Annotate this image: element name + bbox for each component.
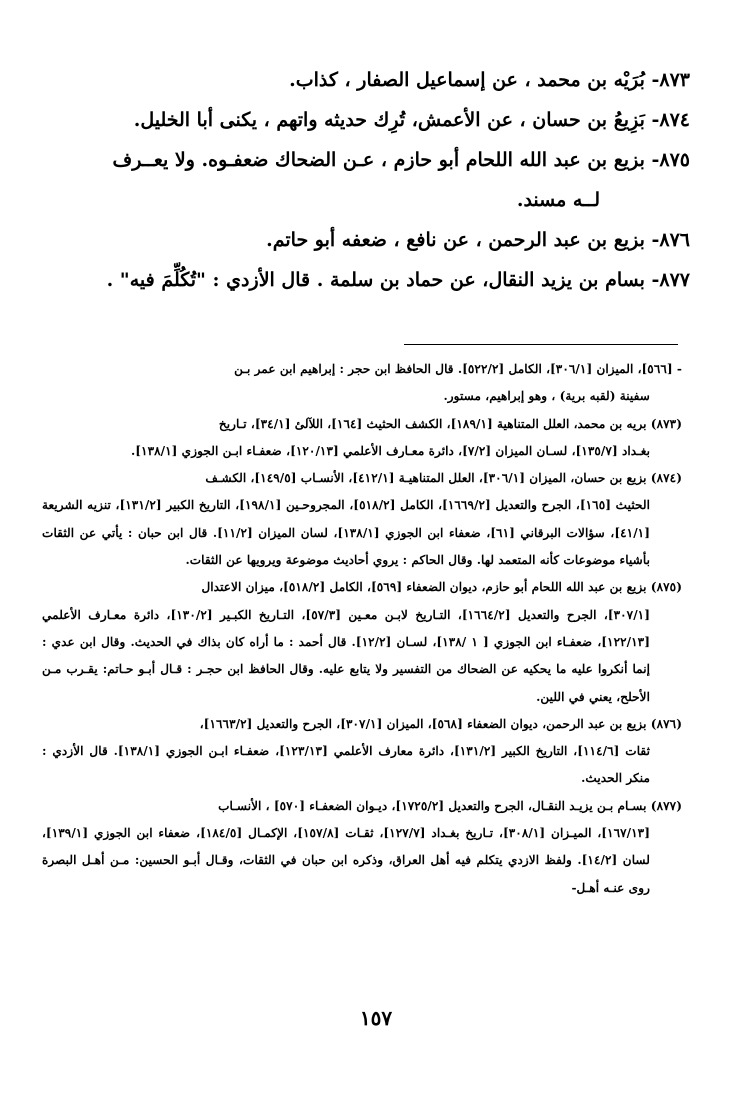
- footnote-566: [42, 356, 682, 411]
- footnote-text: (٨٧٦) بزيع بن عبد الرحمن، ديوان الضعفاء [٥٦٨]، الميزان [٣٠٧/١]، الجرح والتعديل [١٦٦٣/٢]،: [199, 716, 682, 731]
- footnote-876: [42, 711, 682, 793]
- footnote-text: (٨٧٣) بريه بن محمد، العلل المتناهية [١٨٩/١]، الكشف الحثيث [١٦٤]، اللآلئ [٣٤/١]، تـاريخ: [218, 416, 682, 431]
- footnote-continuation: ثقات [١١٤/٦]، التاريخ الكبير [١٣١/٢]، دائرة معارف الأعلمي [١٢٣/١٣]، ضعفـاء ابـن الجوزي [١٣٨/١]. قال الأزدي : منكر الحديث.: [42, 744, 650, 786]
- entry-874: [50, 100, 690, 140]
- page-number: ١٥٧: [359, 1006, 393, 1030]
- entry-text: ٨٧٥- بزيع بن عبد الله اللحام أبو حازم ، عـن الضحاك ضعفـوه. ولا يعــرف: [112, 149, 690, 171]
- footnote-continuation: [٣٠٧/١]، الجرح والتعديل [١٦٦٤/٢]، التـاريخ لابـن معـين [٥٧/٣]، التـاريخ الكبـير [١٣٠/٢]، دائرة معـارف الأعلمي [١٢٢/١٣]، ضعفـاء ابن الجوزي [ ١ /١٣٨]، لسـان [١٢/٢]. قال أحمد : ما أراه كان بذاك في الحديث. وقال ابن عدي : إنما أنكروا عليه ما يحكيه عن الضحاك من التفسير ولا يتابع عليه. وقال الحافظ ابن حجـر : قـال أبـو حـاتم: يقـرب مـن الأحلح، يعني في اللين.: [42, 607, 651, 704]
- footnote-continuation: الحثيث [١٦٥]، الجرح والتعديل [١٦٦٩/٢]، الكامل [٥١٨/٢]، المجروحـين [١٩٨/١]، التاريخ الكبير [١٣١/٢]، تنزيه الشريعة [٤١/١]، سؤالات البرقاني [٦١]، ضعفاء ابن الجوزي [١٣٨/١]، لسان الميزان [١١/٢]. قال ابن حبان : يأتي عن الثقات بأشياء موضوعات كأنه المتعمد لها. وقال الحاكم : يروي أحاديث موضوعة ويرويها عن الثقات.: [42, 498, 650, 568]
- footnote-text: (٨٧٥) بزيع بن عبد الله اللحام أبو حازم، ديوان الضعفاء [٥٦٩]، الكامل [٥١٨/٢]، ميزان الاعتدال: [201, 580, 682, 595]
- footnote-separator: [404, 344, 678, 345]
- entry-text: ٨٧٤- بَزِيعُ بن حسان ، عن الأعمش، تُرِك حديثه واتهم ، يكنى أبا الخليل.: [133, 109, 690, 131]
- footnote-text: - [٥٦٦]، الميزان [٣٠٦/١]، الكامل [٥٢٢/٢]. قال الحافظ ابن حجر : إبراهيم ابن عمر بـن: [234, 362, 682, 376]
- entry-continuation: لــه مسند.: [516, 189, 600, 211]
- entry-text: ٨٧٦- بزيع بن عبد الرحمن ، عن نافع ، ضعفه أبو حاتم.: [266, 229, 690, 251]
- entry-875: [50, 140, 690, 220]
- footnote-874: [42, 465, 682, 574]
- entry-873: [50, 60, 690, 100]
- footnote-continuation: سفينة (لقبه برية) ، وهو إبراهيم، مستور.: [443, 389, 650, 404]
- entry-876: [50, 220, 690, 260]
- footnote-873: [42, 411, 682, 466]
- entry-text: ٨٧٧- بسام بن يزيد النقال، عن حماد بن سلمة . قال الأزدي : "تُكُلِّمَ فيه" .: [106, 269, 690, 291]
- footnote-875: [42, 574, 682, 710]
- footnotes: [42, 356, 682, 902]
- footnote-continuation: [١٦٧/١٣]، الميـزان [٣٠٨/١]، تـاريخ بغـداد [١٢٧/٧]، ثقـات [١٥٧/٨]، الإكمـال [١٨٤/٥]، ضعفاء ابن الجوزي [١٣٩/١]، لسان [١٤/٢]. ولفظ الازدي يتكلم فيه أهل العراق، وذكره ابن حبان في الثقات، وقـال أبـو الحسين: مـن أهـل البصرة روى عنـه أهـل-: [42, 826, 650, 895]
- footnote-text: (٨٧٧) بسـام بـن يزيـد النقـال، الجرح والتعديل [١٧٢٥/٢]، ديـوان الضعفـاء [٥٧٠] ، الأنسـاب: [218, 798, 682, 813]
- footnote-877: [42, 793, 682, 902]
- footnote-continuation: بغـداد [١٣٥/٧]، لسـان الميزان [٧/٢]، دائرة معـارف الأعلمي [١٢٠/١٣]، ضعفـاء ابـن الجوزي [١٣٨/١].: [131, 443, 650, 458]
- footnote-text: (٨٧٤) بزيع بن حسان، الميزان [٣٠٦/١]، العلل المتناهيـة [٤١٢/١]، الأنسـاب [١٤٩/٥]، الكشـف: [205, 471, 682, 486]
- main-text: [50, 60, 690, 300]
- entry-877: [50, 260, 690, 300]
- entry-text: ٨٧٣- بُرَيْه بن محمد ، عن إسماعيل الصفار ، كذاب.: [289, 69, 690, 91]
